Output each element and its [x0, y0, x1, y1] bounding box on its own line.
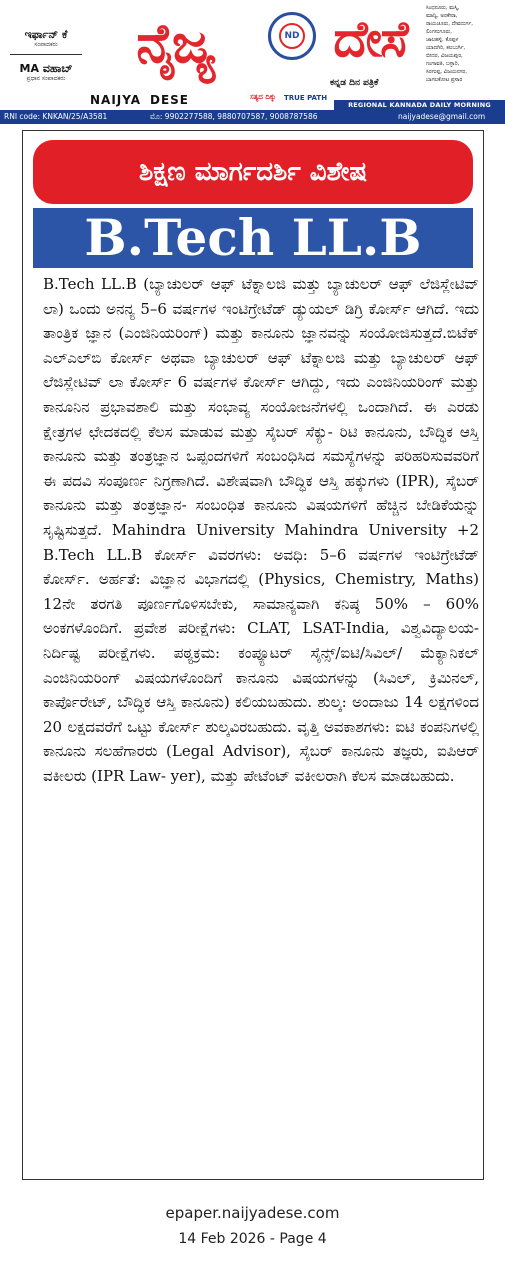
divider	[10, 54, 82, 55]
article-title: B.Tech LL.B	[33, 208, 473, 268]
newspaper-logo-icon	[268, 12, 316, 60]
newspaper-title-part-1: ನೈಜ್ಯ	[136, 12, 214, 75]
editor-role: ಸಂಪಾದಕರು	[34, 41, 58, 48]
daily-label-kn: ಕನ್ನಡ ದಿನ ಪತ್ರಿಕೆ	[330, 78, 379, 88]
district-line: ಗಂಗಾವತಿ, ಬಳ್ಳಾರಿ,	[426, 61, 460, 67]
epaper-url: epaper.naijyadese.com	[165, 1204, 340, 1222]
masthead	[0, 0, 505, 110]
district-line: ಸಿಂಧನೂರು, ಮಸ್ಕಿ,	[426, 5, 460, 11]
regional-band: REGIONAL KANNADA DAILY MORNING	[334, 100, 505, 110]
logo-text: ND	[279, 23, 305, 49]
editor-box	[4, 28, 88, 83]
district-line: ಲಿಂಗಸುಗೂರು,	[426, 29, 452, 35]
district-line: ಬೀದರ, ವಿಜಯಪುರ,	[426, 53, 463, 59]
newspaper-title-part-2: ದೇಸೆ	[333, 10, 407, 68]
district-line: ಯಾದಗಿರಿ, ಕಲಬುರ್ಗಿ,	[426, 45, 466, 51]
district-line: ಸಿರಗುಪ್ಪ, ವಿಜಯನಗರ,	[426, 69, 467, 75]
manager-role: ಪ್ರಧಾನ ಸಂಪಾದಕರು	[26, 75, 66, 82]
manager-name: MA ವಹಾಬ್	[19, 62, 73, 75]
newspaper-title-en-1: NAIJYA	[90, 93, 142, 107]
districts-list	[426, 4, 504, 84]
tagline-en: TRUE PATH	[284, 94, 328, 102]
info-bar	[0, 110, 505, 124]
district-line: ರಾಯಚೂರು, ದೇವದುರ್ಗ,	[426, 21, 473, 27]
tagline-kn: ಸತ್ಯದ ದಿಕ್ಕು	[250, 93, 276, 101]
newspaper-title-en-2: DESE	[150, 93, 189, 107]
district-line: ಮಾನ್ವಿ, ಅರಕೇರಾ,	[426, 13, 458, 19]
phone-numbers: ಮೊ: 9902277588, 9880707587, 9008787586	[150, 112, 318, 121]
date-page: 14 Feb 2026 - Page 4	[178, 1231, 327, 1247]
district-line: ಜಾಲಹಳ್ಳಿ, ಕೊಪ್ಪಳ	[426, 37, 459, 43]
email-address: naijyadese@gmail.com	[398, 112, 486, 121]
section-headline: ಶಿಕ್ಷಣ ಮಾರ್ಗದರ್ಶಿ ವಿಶೇಷ	[33, 140, 473, 204]
rni-code: RNI code: KNKAN/25/A3581	[4, 112, 108, 121]
article-paragraph: B.Tech LL.B (ಬ್ಯಾಚುಲರ್ ಆಫ್ ಟೆಕ್ನಾಲಜಿ ಮತ್ತು ಬ್ಯಾಚುಲರ್ ಆಫ್ ಲೆಜಿಸ್ಲೇಟಿವ್ ಲಾ) ಒಂದು ಅನನ್ಯ 5–6 ವರ್ಷಗಳ ಇಂಟಿಗ್ರೇಟೆಡ್ ಡ್ಯುಯಲ್ ಡಿಗ್ರಿ ಕೋರ್ಸ್ ಆಗಿದೆ. ಇದು ತಾಂತ್ರಿಕ ಜ್ಞಾನ (ಎಂಜಿನಿಯರಿಂಗ್) ಮತ್ತು ಕಾನೂನು ಜ್ಞಾನವನ್ನು ಸಂಯೋಜಿಸುತ್ತದೆ.ಬಿಟೆಕ್ ಎಲ್‌ಎಲ್‌ಬಿ ಕೋರ್ಸ್ ಅಥವಾ ಬ್ಯಾಚುಲರ್ ಆಫ್ ಟೆಕ್ನಾಲಜಿ ಮತ್ತು ಬ್ಯಾಚುಲರ್ ಆಫ್ ಲೆಜಿಸ್ಲೇಟಿವ್ ಲಾ ಕೋರ್ಸ್ 6 ವರ್ಷಗಳ ಕೋರ್ಸ್ ಆಗಿದ್ದು, ಇದು ಎಂಜಿನಿಯರಿಂಗ್ ಮತ್ತು ಕಾನೂನಿನ ಪ್ರಭಾವಶಾಲಿ ಮತ್ತು ಸಂಭಾವ್ಯ ಸಂಯೋಜನೆಗಳಲ್ಲಿ ಒಂದಾಗಿದೆ. ಈ ಎರಡು ಕ್ಷೇತ್ರಗಳ ಛೇದಕದಲ್ಲಿ ಕೆಲಸ ಮಾಡುವ ಮತ್ತು ಸೈಬರ್ ಸೆಕ್ಯು- ರಿಟಿ ಕಾನೂನು, ಬೌದ್ಧಿಕ ಆಸ್ತಿ ಕಾನೂನು ಮತ್ತು ತಂತ್ರಜ್ಞಾನ ಒಪ್ಪಂದಗಳಿಗೆ ಸಂಬಂಧಿಸಿದ ಸಮಸ್ಯೆಗಳನ್ನು ಪರಿಹರಿಸುವವರಿಗೆ ಈ ಪದವಿ ಸಂಪೂರ್ಣ ನಿಗ್ರಣಾಗಿದೆ. ವಿಶೇಷವಾಗಿ ಬೌದ್ಧಿಕ ಆಸ್ತಿ ಹಕ್ಕುಗಳು (IPR), ಸೈಬರ್ ಕಾನೂನು ಮತ್ತು ತಂತ್ರಜ್ಞಾನ- ಸಂಬಂಧಿತ ಕಾನೂನು ವಿಷಯಗಳಿಗೆ ಹೆಚ್ಚಿನ ಬೇಡಿಕೆಯನ್ನು ಸೃಷ್ಟಿಸುತ್ತದೆ. Mahindra University Mahindra University +2 B.Tech LL.B ಕೋರ್ಸ್ ವಿವರಗಳು: ಅವಧಿ: 5–6 ವರ್ಷಗಳ ಇಂಟಿಗ್ರೇಟೆಡ್ ಕೋರ್ಸ್. ಅರ್ಹತೆ: ವಿಜ್ಞಾನ ವಿಭಾಗದಲ್ಲಿ (Physics, Chemistry, Maths) 12ನೇ ತರಗತಿ ಪೂರ್ಣಗೊಳಿಸಬೇಕು, ಸಾಮಾನ್ಯವಾಗಿ ಕನಿಷ್ಠ 50% – 60% ಅಂಕಗಳೊಂದಿಗೆ. ಪ್ರವೇಶ ಪರೀಕ್ಷೆಗಳು: CLAT, LSAT-India, ವಿಶ್ವವಿದ್ಯಾಲಯ-ನಿರ್ದಿಷ್ಟ ಪರೀಕ್ಷೆಗಳು. ಪಠ್ಯಕ್ರಮ: ಕಂಪ್ಯೂಟರ್ ಸೈನ್ಸ್/ಐಟಿ/ಸಿವಿಲ್/ ಮೆಕ್ಯಾನಿಕಲ್ ಎಂಜಿನಿಯರಿಂಗ್ ವಿಷಯಗಳೊಂದಿಗೆ ಕಾನೂನು ವಿಷಯಗಳನ್ನು (ಸಿವಿಲ್, ಕ್ರಿಮಿನಲ್, ಕಾರ್ಪೊರೇಟ್, ಬೌದ್ಧಿಕ ಆಸ್ತಿ ಕಾನೂನು) ಕಲಿಯಬಹುದು. ಶುಲ್ಕ: ಅಂದಾಜು 14 ಲಕ್ಷಗಳಿಂದ 20 ಲಕ್ಷದವರೆಗೆ ಒಟ್ಟು ಕೋರ್ಸ್ ಶುಲ್ಕವಿರಬಹುದು. ವೃತ್ತಿ ಅವಕಾಶಗಳು: ಐಟಿ ಕಂಪನಿಗಳಲ್ಲಿ ಕಾನೂನು ಸಲಹೆಗಾರರು (Legal Advisor), ಸೈಬರ್ ಕಾನೂನು ತಜ್ಞರು, ಐಪಿಆರ್ ವಕೀಲರು (IPR Law- yer), ಮತ್ತು ಪೇಟೆಂಟ್ ವಕೀಲರಾಗಿ ಕೆಲಸ ಮಾಡಬಹುದು.	[43, 275, 479, 785]
editor-name: ಇರ್ಫಾನ್ ಕೆ	[24, 28, 68, 41]
district-line: ಬಾಗಲಕೋಟ ಪ್ರಸಾರ	[426, 77, 463, 83]
article-body	[43, 272, 479, 1172]
